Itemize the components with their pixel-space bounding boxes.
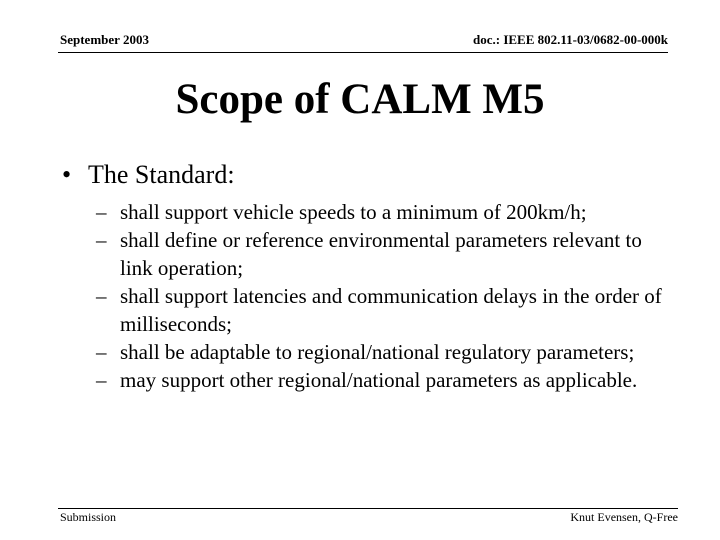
footer-divider	[58, 508, 678, 509]
dash-icon: –	[96, 200, 107, 224]
sub-bullet-text: shall support vehicle speeds to a minimum of 200km/h;	[120, 200, 587, 224]
sub-bullet-text: may support other regional/national parameters as applicable.	[120, 368, 638, 392]
header-date: September 2003	[60, 32, 149, 47]
sub-bullet-item	[96, 198, 676, 226]
sub-bullet-text: shall support latencies and communication delays in the order of milliseconds;	[120, 284, 662, 336]
footer-submission: Submission	[60, 510, 117, 524]
sub-bullet-text: shall be adaptable to regional/national regulatory parameters;	[120, 340, 635, 364]
sub-bullet-text: shall define or reference environmental parameters relevant to link operation;	[120, 228, 642, 280]
sub-bullet-item	[96, 282, 676, 338]
dash-icon: –	[96, 284, 107, 308]
header-divider	[58, 52, 668, 53]
main-bullet-text: The Standard:	[88, 160, 235, 189]
bullet-icon: •	[62, 160, 72, 189]
slide-title: Scope of CALM M5	[175, 76, 545, 123]
sub-bullet-item	[96, 338, 676, 366]
sub-bullet-list	[96, 198, 676, 394]
main-bullet	[62, 160, 235, 190]
footer-author: Knut Evensen, Q-Free	[570, 510, 678, 524]
header-document-id: doc.: IEEE 802.11-03/0682-00-000k	[472, 32, 668, 47]
sub-bullet-item	[96, 226, 676, 282]
sub-bullet-item	[96, 366, 676, 394]
dash-icon: –	[96, 368, 107, 392]
dash-icon: –	[96, 340, 107, 364]
dash-icon: –	[96, 228, 107, 252]
